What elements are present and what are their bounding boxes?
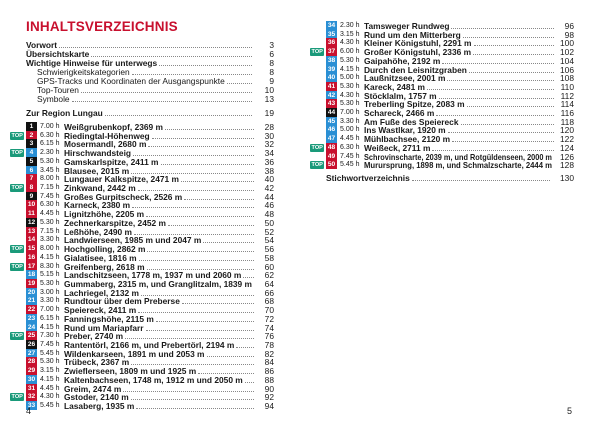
leader-dots: [474, 38, 554, 46]
tour-duration: 3.15 h: [40, 367, 60, 375]
top-tour-badge: TOP: [11, 185, 23, 192]
tour-duration: 5.30 h: [340, 82, 360, 90]
tour-name: Hochgolling, 2862 m: [64, 244, 146, 255]
leader-dots: [138, 183, 254, 191]
leader-dots: [147, 262, 254, 270]
tour-duration: 5.45 h: [340, 161, 360, 169]
tour-duration: 7.30 h: [40, 332, 60, 340]
tour-page: 116: [560, 108, 574, 118]
tour-page: 104: [560, 55, 574, 66]
difficulty-badge: 29: [27, 367, 36, 375]
toc-entry-page: 8: [269, 58, 274, 68]
tour-page: 114: [560, 99, 574, 110]
tour-duration: 5.30 h: [340, 56, 360, 64]
difficulty-badge: 10: [27, 201, 36, 209]
leader-dots: [432, 143, 554, 151]
tour-duration: 6.30 h: [40, 131, 60, 139]
difficulty-badge: 18: [27, 271, 36, 279]
leader-dots: [161, 157, 254, 165]
tour-name: Schrovinscharte, 2039 m, und Rotgüldenseen, 2000 m: [364, 151, 552, 162]
index-entry-page: 130: [560, 173, 574, 183]
difficulty-badge: 12: [27, 218, 36, 226]
tour-duration: 5.30 h: [40, 358, 60, 366]
leader-dots: [198, 366, 254, 374]
leader-dots: [165, 122, 254, 130]
toc-entry-page: 13: [264, 94, 274, 104]
tour-page: 46: [264, 200, 274, 211]
tour-duration: 8.30 h: [40, 262, 60, 270]
tour-page: 40: [264, 174, 274, 185]
tour-duration: 3.00 h: [40, 288, 60, 296]
toc-entry-page: 8: [269, 67, 274, 77]
leader-dots: [123, 384, 254, 392]
leader-dots: [184, 192, 254, 200]
difficulty-badge: 14: [27, 236, 36, 244]
tour-duration: 3.30 h: [40, 236, 60, 244]
top-tour-badge: TOP: [311, 144, 323, 151]
difficulty-badge: 20: [27, 288, 36, 296]
leader-dots: [463, 30, 554, 38]
tour-duration: 5.00 h: [340, 126, 360, 134]
tour-name: Karneck, 2380 m: [64, 200, 131, 211]
tour-name: Landschitzseen, 1778 m, 1937 m und 2060 m: [64, 270, 242, 281]
leader-dots: [203, 235, 254, 243]
difficulty-badge: 8: [26, 183, 37, 192]
tour-page: 74: [264, 322, 274, 333]
difficulty-badge: 49: [327, 152, 336, 160]
leader-dots: [182, 296, 254, 304]
tour-name: Kareck, 2481 m: [364, 81, 425, 92]
leader-dots: [448, 125, 554, 133]
top-tour-badge: TOP: [11, 246, 23, 253]
tour-page: 60: [264, 261, 274, 272]
tour-duration: 7.00 h: [40, 306, 60, 314]
leader-dots: [72, 94, 252, 102]
tour-page: 56: [264, 244, 274, 255]
toc-entry-label: Schwierigkeitskategorien: [37, 67, 130, 77]
tour-page: 34: [264, 148, 274, 159]
leader-dots: [134, 227, 254, 235]
leader-dots: [207, 349, 254, 357]
tour-name: Zwieflerseen, 1809 m und 1925 m: [64, 366, 197, 377]
leader-dots: [442, 56, 554, 64]
tour-name: Gaipahöhe, 2192 m: [364, 55, 441, 66]
tour-duration: 7.15 h: [40, 184, 60, 192]
difficulty-badge: 16: [27, 253, 36, 261]
tour-name: Gamskarlspitze, 2411 m: [64, 156, 159, 167]
leader-dots: [148, 139, 254, 147]
leader-dots: [245, 375, 254, 383]
tour-page: 54: [264, 235, 274, 246]
leader-dots: [152, 131, 254, 139]
top-tour-badge: TOP: [311, 49, 323, 56]
difficulty-badge: 27: [27, 349, 36, 357]
difficulty-badge: 48: [327, 143, 336, 151]
tour-page: 92: [264, 392, 274, 403]
tour-name: Gstoder, 2140 m: [64, 392, 129, 403]
top-tour-badge: TOP: [11, 333, 23, 340]
difficulty-badge: 33: [27, 402, 36, 410]
toc-entry-page: 10: [264, 85, 274, 95]
difficulty-badge: 24: [27, 323, 36, 331]
tour-duration: 8.00 h: [40, 245, 60, 253]
difficulty-badge: 35: [327, 30, 336, 38]
leader-dots: [447, 73, 554, 81]
difficulty-badge: 26: [27, 341, 36, 348]
toc-entry-page: 9: [269, 76, 274, 86]
leader-dots: [452, 134, 554, 142]
tour-name: Mühlbachsee, 2120 m: [364, 134, 451, 145]
tour-duration: 3.30 h: [340, 117, 360, 125]
page-number-right: 5: [566, 406, 572, 416]
toc-entry-label: Zur Region Lungau: [26, 108, 103, 118]
difficulty-badge: 42: [327, 91, 336, 99]
leader-dots: [427, 82, 554, 90]
top-tour-badge: TOP: [311, 162, 323, 169]
leader-dots: [141, 288, 254, 296]
difficulty-badge: 39: [327, 65, 336, 73]
tour-page: 120: [560, 125, 574, 136]
tour-page: 72: [264, 313, 274, 324]
difficulty-badge: 15: [27, 245, 36, 253]
tour-name: Tamsweger Rundweg: [364, 21, 450, 31]
tour-page: 36: [264, 156, 274, 167]
tour-page: 86: [264, 366, 274, 377]
tour-name: Riedingtal-Höhenweg: [64, 130, 150, 141]
leader-dots: [469, 65, 554, 73]
tour-duration: 4.30 h: [340, 39, 360, 47]
leader-dots: [473, 47, 554, 55]
tour-name: Greim, 2474 m: [64, 383, 122, 394]
leader-dots: [139, 253, 254, 261]
toc-entry-label: GPS-Tracks und Koordinaten der Ausgangspunkte: [37, 76, 225, 86]
difficulty-badge: 4: [26, 148, 37, 157]
tour-duration: 2.30 h: [40, 149, 60, 157]
tour-page: 124: [560, 142, 574, 153]
tour-name: Blausee, 2015 m: [64, 165, 130, 176]
toc-entry-label: Vorwort: [26, 40, 58, 50]
leader-dots: [131, 392, 254, 400]
tour-duration: 5.45 h: [40, 402, 60, 410]
leader-dots: [125, 331, 254, 339]
leader-dots: [131, 166, 254, 174]
leader-dots: [467, 99, 554, 107]
toc-entry-page: 6: [269, 49, 274, 59]
tour-page: 38: [264, 165, 274, 176]
tour-duration: 4.15 h: [340, 65, 360, 73]
leader-dots: [236, 340, 254, 348]
tour-duration: 4.30 h: [40, 393, 60, 401]
tour-duration: 3.45 h: [40, 166, 60, 174]
difficulty-badge: 36: [327, 39, 336, 47]
leader-dots: [146, 323, 254, 331]
leader-dots: [168, 218, 254, 226]
tour-name: Großes Gurpitscheck, 2526 m: [64, 191, 183, 202]
leader-dots: [461, 117, 555, 125]
difficulty-badge: 30: [27, 375, 36, 383]
tour-name: Hirschwandsteig: [64, 148, 132, 159]
leader-dots: [81, 85, 252, 93]
tour-duration: 5.45 h: [40, 349, 60, 357]
tour-name: Gummaberg, 2315 m, und Granglitzalm, 1839 m: [64, 278, 252, 289]
tour-name: Fanningshöhe, 2115 m: [64, 313, 154, 324]
tour-name: Rantentörl, 2166 m, und Prebertörl, 2194 m: [64, 340, 235, 350]
tour-page: 42: [264, 183, 274, 194]
tour-name: Rund um Mariapfarr: [64, 322, 144, 333]
tour-page: 126: [560, 151, 574, 162]
tour-name: Speiereck, 2411 m: [64, 305, 137, 316]
difficulty-badge: 7: [26, 174, 37, 183]
tour-name: Kaltenbachseen, 1748 m, 1912 m und 2050 m: [64, 374, 243, 385]
toc-entry[interactable]: [37, 94, 274, 104]
tour-name: Schareck, 2466 m: [364, 108, 435, 118]
difficulty-badge: 43: [327, 100, 336, 108]
tour-name: Lachriegel, 2132 m: [64, 287, 139, 298]
tour-duration: 7.00 h: [340, 109, 360, 116]
tour-page: 70: [264, 305, 274, 316]
tour-entry[interactable]: [310, 160, 574, 170]
difficulty-badge: 22: [27, 306, 36, 314]
tour-duration: 3.30 h: [40, 297, 60, 305]
tour-duration: 4.15 h: [40, 253, 60, 261]
tour-name: Lasaberg, 1935 m: [64, 401, 135, 412]
top-tour-badge: TOP: [11, 150, 23, 157]
tour-duration: 7.45 h: [340, 152, 360, 160]
top-tour-badge: TOP: [11, 394, 23, 401]
difficulty-badge: 3: [26, 139, 37, 148]
tour-page: 28: [264, 122, 274, 132]
difficulty-badge: 47: [327, 135, 336, 143]
toc-entry-page: 19: [264, 108, 274, 118]
tour-name: Stöcklalm, 1757 m: [364, 90, 437, 101]
tour-name: Am Fuße des Speiereck: [364, 116, 459, 127]
tour-duration: 6.30 h: [340, 143, 360, 151]
difficulty-badge: 32: [27, 393, 36, 401]
tour-duration: 7.45 h: [40, 341, 60, 348]
tour-page: 106: [560, 64, 574, 75]
tour-page: 62: [264, 270, 274, 281]
tour-name: Trübeck, 2367 m: [64, 357, 130, 368]
tour-page: 122: [560, 134, 574, 145]
tour-duration: 4.15 h: [40, 323, 60, 331]
difficulty-badge: 41: [327, 82, 336, 90]
tour-name: Durch den Leisnitzgraben: [364, 64, 467, 75]
index-entry[interactable]: [326, 173, 574, 183]
tour-name: Treberling Spitze, 2083 m: [364, 99, 465, 110]
difficulty-badge: 45: [327, 117, 336, 125]
tour-duration: 4.45 h: [40, 384, 60, 392]
difficulty-badge: 11: [26, 209, 37, 218]
tour-duration: 5.30 h: [40, 157, 60, 165]
difficulty-badge: 21: [27, 297, 36, 305]
leader-dots: [243, 270, 254, 278]
tour-page: 32: [264, 139, 274, 150]
leader-dots: [138, 305, 254, 313]
tour-duration: 6.15 h: [40, 314, 60, 322]
difficulty-badge: 37: [327, 48, 336, 56]
tour-page: 88: [264, 374, 274, 385]
tour-name: Zinkwand, 2442 m: [64, 183, 136, 194]
difficulty-badge: 38: [327, 56, 336, 64]
toc-entry-label: Symbole: [37, 94, 70, 104]
leader-dots: [133, 148, 254, 156]
tour-name: Greifenberg, 2618 m: [64, 261, 145, 272]
tour-page: 94: [264, 401, 274, 412]
page-number-left: 4: [26, 406, 32, 416]
difficulty-badge: 40: [327, 74, 336, 82]
tour-name: Weißgrubenkopf, 2369 m: [64, 122, 163, 132]
tour-page: 110: [560, 81, 574, 92]
difficulty-badge: 17: [27, 262, 36, 270]
tour-duration: 5.00 h: [340, 74, 360, 82]
tour-name: Laußnitzsee, 2001 m: [364, 73, 446, 84]
tour-page: 66: [264, 287, 274, 298]
right-page: [300, 0, 600, 428]
tour-duration: 8.00 h: [40, 175, 60, 183]
tour-name: Zechnerkarspitze, 2452 m: [64, 217, 166, 228]
tour-page: 96: [564, 21, 574, 31]
tour-duration: 7.15 h: [40, 227, 60, 235]
toc-entry-label: Top-Touren: [37, 85, 79, 95]
leader-dots: [227, 76, 252, 84]
tour-page: 118: [560, 116, 574, 127]
tour-duration: 4.30 h: [340, 91, 360, 99]
leader-dots: [91, 49, 252, 57]
tour-duration: 7.00 h: [40, 123, 60, 130]
tour-page: 64: [264, 278, 274, 289]
difficulty-badge: 19: [27, 279, 36, 287]
tour-page: 76: [264, 331, 274, 342]
tour-page: 50: [264, 217, 274, 228]
tour-name: Gialatisee, 1816 m: [64, 252, 137, 263]
tour-page: 100: [560, 38, 574, 49]
difficulty-badge: 34: [327, 22, 336, 29]
tour-name: Weißeck, 2711 m: [364, 142, 431, 153]
tour-page: 102: [560, 47, 574, 58]
leader-dots: [105, 108, 252, 116]
leader-dots: [132, 200, 254, 208]
toc-entry-label: Übersichtskarte: [26, 49, 90, 59]
leader-dots: [131, 357, 254, 365]
tour-duration: 6.15 h: [40, 140, 60, 148]
leader-dots: [439, 91, 554, 99]
leader-dots: [451, 21, 554, 29]
toc-entry-page: 3: [269, 40, 274, 50]
tour-duration: 5.30 h: [340, 100, 360, 108]
tour-page: 84: [264, 357, 274, 368]
page-title: INHALTSVERZEICHNIS: [26, 19, 178, 34]
tour-duration: 6.00 h: [340, 48, 360, 56]
tour-name: Ins Wastlkar, 1920 m: [364, 125, 446, 136]
tour-page: 44: [264, 191, 274, 202]
leader-dots: [181, 174, 254, 182]
leader-dots: [156, 314, 254, 322]
leader-dots: [132, 67, 252, 75]
tour-duration: 4.45 h: [340, 135, 360, 143]
leader-dots: [59, 40, 252, 48]
tour-duration: 3.15 h: [340, 30, 360, 38]
tour-duration: 5.30 h: [40, 218, 60, 226]
difficulty-badge: 28: [27, 358, 36, 366]
index-entry-label: Stichwortverzeichnis: [326, 173, 410, 183]
difficulty-badge: 13: [27, 227, 36, 235]
tour-page: 112: [560, 90, 574, 101]
tour-name: Kleiner Königstuhl, 2291 m: [364, 38, 472, 49]
difficulty-badge: 23: [27, 314, 36, 322]
toc-entry[interactable]: [26, 108, 274, 118]
tour-entry[interactable]: [10, 401, 274, 411]
tour-duration: 7.45 h: [40, 192, 60, 200]
tour-duration: 6.30 h: [40, 201, 60, 209]
tour-duration: 4.45 h: [40, 210, 60, 218]
tour-name: Rund um den Mitterberg: [364, 29, 461, 40]
tour-name: Preber, 2740 m: [64, 331, 124, 342]
difficulty-badge: 31: [27, 384, 36, 392]
difficulty-badge: 9: [26, 192, 37, 201]
toc-entry-label: Wichtige Hinweise für unterwegs: [26, 58, 158, 68]
top-tour-badge: TOP: [11, 132, 23, 139]
leader-dots: [146, 209, 254, 217]
tour-page: 98: [564, 29, 574, 40]
tour-page: 68: [264, 296, 274, 307]
tour-page: 90: [264, 383, 274, 394]
difficulty-badge: 2: [26, 131, 37, 140]
tour-name: Wildenkarseen, 1891 m und 2053 m: [64, 348, 205, 359]
tour-page: 30: [264, 130, 274, 141]
tour-page: 48: [264, 209, 274, 220]
top-tour-badge: TOP: [11, 263, 23, 270]
tour-page: 58: [264, 252, 274, 263]
difficulty-badge: 5: [26, 157, 37, 166]
tour-name: Großer Königstuhl, 2336 m: [364, 47, 472, 58]
leader-dots: [436, 108, 554, 116]
leader-dots: [412, 173, 550, 181]
tour-name: Lungauer Kalkspitze, 2471 m: [64, 174, 179, 185]
tour-page: 108: [560, 73, 574, 84]
tour-name: Murursprung, 1898 m, und Schmalzscharte, 2444 m: [364, 160, 552, 171]
difficulty-badge: 46: [327, 126, 336, 134]
tour-duration: 4.15 h: [40, 375, 60, 383]
tour-name: Leßhöhe, 2490 m: [64, 226, 132, 237]
difficulty-badge: 1: [26, 122, 37, 131]
tour-page: 78: [264, 340, 274, 350]
tour-name: Landwierseen, 1985 m und 2047 m: [64, 235, 202, 246]
tour-duration: 5.30 h: [40, 279, 60, 287]
leader-dots: [147, 244, 254, 252]
tour-page: 82: [264, 348, 274, 359]
tour-duration: 2.30 h: [340, 22, 360, 29]
tour-name: Lignitzhöhe, 2205 m: [64, 209, 145, 220]
tour-name: Mosermandl, 2680 m: [64, 139, 147, 150]
tour-page: 52: [264, 226, 274, 237]
leader-dots: [159, 58, 252, 66]
tour-name: Rundtour über dem Preberse: [64, 296, 180, 307]
difficulty-badge: 50: [327, 161, 336, 169]
difficulty-badge: 44: [327, 109, 336, 116]
tour-page: 128: [560, 160, 574, 171]
difficulty-badge: 6: [26, 166, 37, 175]
difficulty-badge: 25: [27, 332, 36, 340]
tour-duration: 5.15 h: [40, 271, 60, 279]
leader-dots: [136, 401, 254, 409]
